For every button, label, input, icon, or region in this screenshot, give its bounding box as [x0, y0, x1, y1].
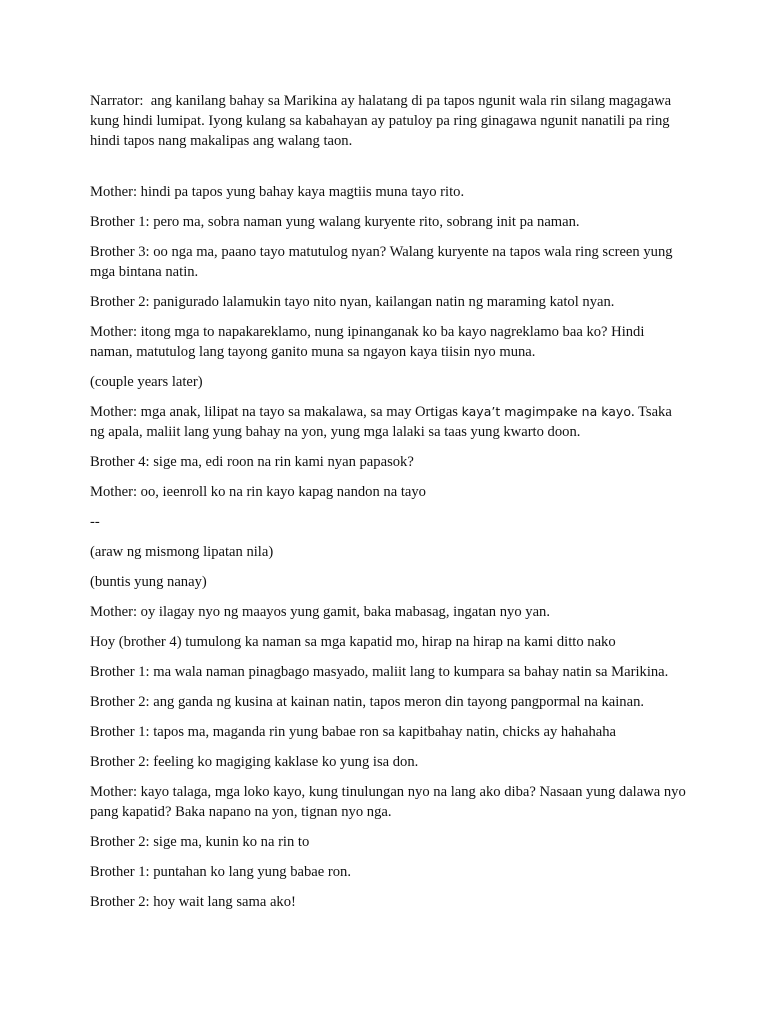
- dialogue-line: Brother 1: puntahan ko lang yung babae ron.: [90, 864, 351, 880]
- dialogue-line: Brother 1: pero ma, sobra naman yung walang kuryente rito, sobrang init pa naman.: [90, 214, 580, 230]
- dialogue-line: [90, 402, 690, 442]
- dialogue-line: Brother 2: ang ganda ng kusina at kainan natin, tapos meron din tayong pangpormal na kainan.: [90, 694, 645, 710]
- stage-direction: (buntis yung nanay): [90, 574, 207, 590]
- dialogue-line: Mother: itong mga to napakareklamo, nung ipinanganak ko ba kayo nagreklamo baa ko? Hindi naman, matutulog lang tayong ganito muna sa ngayon kaya tiisin nyo muna.: [90, 324, 649, 360]
- dialogue-line: Brother 4: sige ma, edi roon na rin kami nyan papasok?: [90, 454, 414, 470]
- dialogue-line: Mother: oo, ieenroll ko na rin kayo kapag nandon na tayo: [90, 484, 426, 500]
- dialogue-line: Brother 2: feeling ko magiging kaklase ko yung isa don.: [90, 754, 419, 770]
- dialogue-line: Mother: hindi pa tapos yung bahay kaya magtiis muna tayo rito.: [90, 184, 465, 200]
- dialogue-line: Hoy (brother 4) tumulong ka naman sa mga kapatid mo, hirap na hirap na kami ditto nako: [90, 634, 616, 650]
- dialogue-text: . Tsaka ng apala, maliit lang yung bahay na yon, yung mga lalaki sa taas yung kwarto doon.: [90, 404, 676, 440]
- dialogue-line: Brother 2: hoy wait lang sama ako!: [90, 894, 296, 910]
- dialogue-line: Brother 3: oo nga ma, paano tayo matutulog nyan? Walang kuryente na tapos wala ring screen yung mga bintana natin.: [90, 244, 677, 280]
- dialogue-line: Mother: kayo talaga, mga loko kayo, kung tinulungan nyo na lang ako diba? Nasaan yung dalawa nyo pang kapatid? Baka napano na yon, tignan nyo nga.: [90, 784, 690, 820]
- narrator-paragraph: Narrator: ang kanilang bahay sa Marikina ay halatang di pa tapos ngunit wala rin silang magagawa kung hindi lumipat. Iyong kulang sa kabahayan ay patuloy pa ring ginagawa ngunit nanatili pa ring hindi tapos nang makalipas ang walang taon.: [90, 93, 675, 149]
- dialogue-line: Brother 1: tapos ma, maganda rin yung babae ron sa kapitbahay natin, chicks ay hahahaha: [90, 724, 617, 740]
- scene-separator: --: [90, 514, 100, 530]
- stage-direction: (araw ng mismong lipatan nila): [90, 544, 274, 560]
- dialogue-text-sans: kaya’t magimpake na kayo: [461, 404, 631, 419]
- dialogue-text: Mother: mga anak, lilipat na tayo sa makalawa, sa may Ortigas: [90, 404, 462, 420]
- stage-direction: (couple years later): [90, 374, 203, 390]
- document-body: [90, 91, 690, 922]
- dialogue-line: Brother 2: sige ma, kunin ko na rin to: [90, 834, 310, 850]
- dialogue-line: Brother 2: panigurado lalamukin tayo nito nyan, kailangan natin ng maraming katol nyan.: [90, 294, 615, 310]
- dialogue-line: Brother 1: ma wala naman pinagbago masyado, maliit lang to kumpara sa bahay natin sa Marikina.: [90, 664, 669, 680]
- dialogue-line: Mother: oy ilagay nyo ng maayos yung gamit, baka mabasag, ingatan nyo yan.: [90, 604, 551, 620]
